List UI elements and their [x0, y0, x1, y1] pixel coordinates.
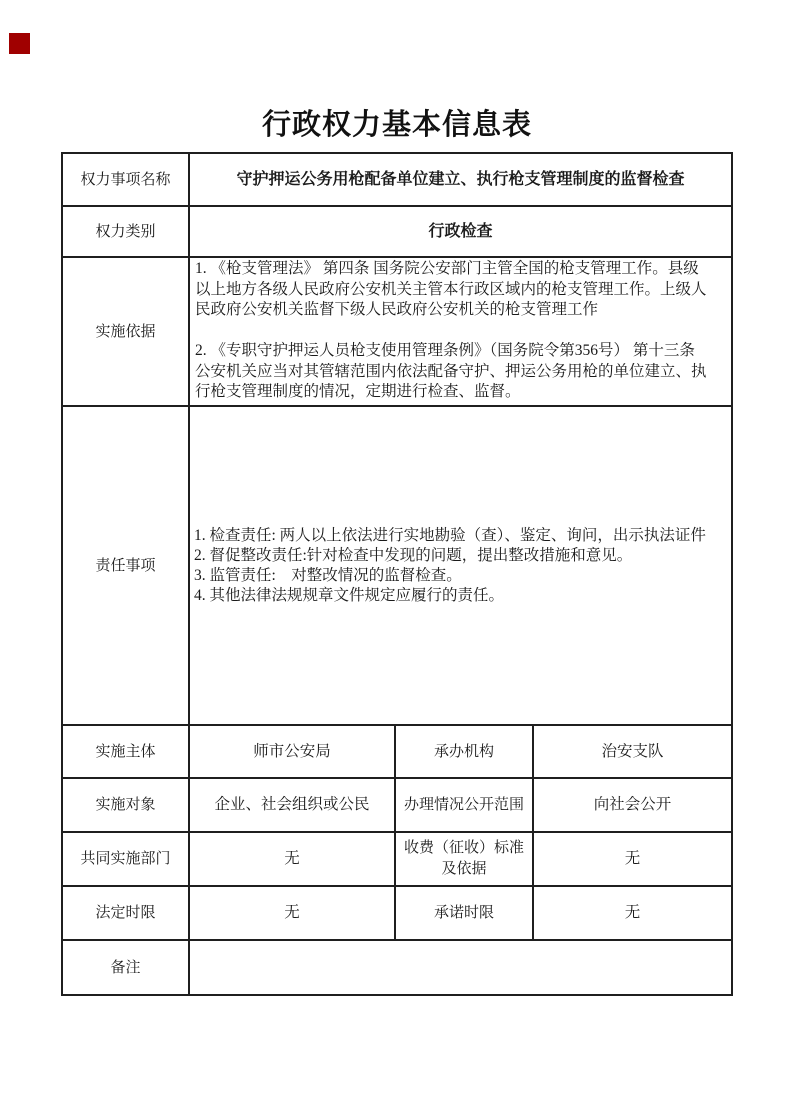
- note-value-cell: [190, 941, 731, 994]
- item-name-label: 权力事项名称: [63, 154, 190, 207]
- disclosure-scope-label: 办理情况公开范围: [396, 779, 534, 833]
- target-value: 企业、社会组织或公民: [190, 779, 396, 833]
- duty-value: [190, 407, 731, 726]
- category-value: 行政检查: [190, 207, 731, 258]
- target-label: 实施对象: [63, 779, 190, 833]
- duty-line: 4. 其他法律法规规章文件规定应履行的责任。: [194, 586, 505, 604]
- joint-dept-label: 共同实施部门: [63, 833, 190, 887]
- subject-value: 师市公安局: [190, 726, 396, 779]
- item-name-value: 守护押运公务用枪配备单位建立、执行枪支管理制度的监督检查: [190, 154, 731, 207]
- note-label: 备注: [63, 941, 190, 994]
- duty-line: 3. 监管责任: 对整改情况的监督检查。: [194, 566, 462, 584]
- promised-deadline-label: 承诺时限: [396, 887, 534, 941]
- basis-line: 行枪支管理制度的情况，定期进行检查、监督。: [195, 383, 521, 400]
- red-square-artifact: [9, 33, 30, 54]
- legal-deadline-value: 无: [190, 887, 396, 941]
- basis-line: 以上地方各级人民政府公安机关主管本行政区域内的枪支管理工作。上级人: [195, 280, 707, 298]
- basis-line: 民政府公安机关监督下级人民政府公安机关的枪支管理工作: [195, 301, 599, 318]
- power-info-table: [61, 152, 733, 996]
- fee-standard-value: 无: [534, 833, 731, 887]
- duty-label: 责任事项: [63, 407, 190, 726]
- duty-line: 1. 检查责任: 两人以上依法进行实地勘验（查）、鉴定、询问，出示执法证件: [194, 526, 706, 544]
- subject-label: 实施主体: [63, 726, 190, 779]
- promised-deadline-value: 无: [534, 887, 731, 941]
- legal-deadline-label: 法定时限: [63, 887, 190, 941]
- basis-label: 实施依据: [63, 258, 190, 407]
- handling-org-label: 承办机构: [396, 726, 534, 779]
- basis-line: 公安机关应当对其管辖范围内依法配备守护、押运公务用枪的单位建立、执: [195, 362, 707, 380]
- page-title: 行政权力基本信息表: [261, 109, 532, 141]
- basis-line: 2. 《专职守护押运人员枪支使用管理条例》（国务院令第356号） 第十三条: [195, 342, 695, 359]
- handling-org-value: 治安支队: [534, 726, 731, 779]
- basis-value: [190, 258, 731, 407]
- duty-line: 2. 督促整改责任:针对检查中发现的问题，提出整改措施和意见。: [194, 546, 633, 564]
- category-label: 权力类别: [63, 207, 190, 258]
- disclosure-scope-value: 向社会公开: [534, 779, 731, 833]
- basis-line: 1. 《枪支管理法》 第四条 国务院公安部门主管全国的枪支管理工作。县级: [195, 260, 699, 277]
- joint-dept-value: 无: [190, 833, 396, 887]
- fee-standard-label: 收费（征收）标准及依据: [396, 833, 534, 887]
